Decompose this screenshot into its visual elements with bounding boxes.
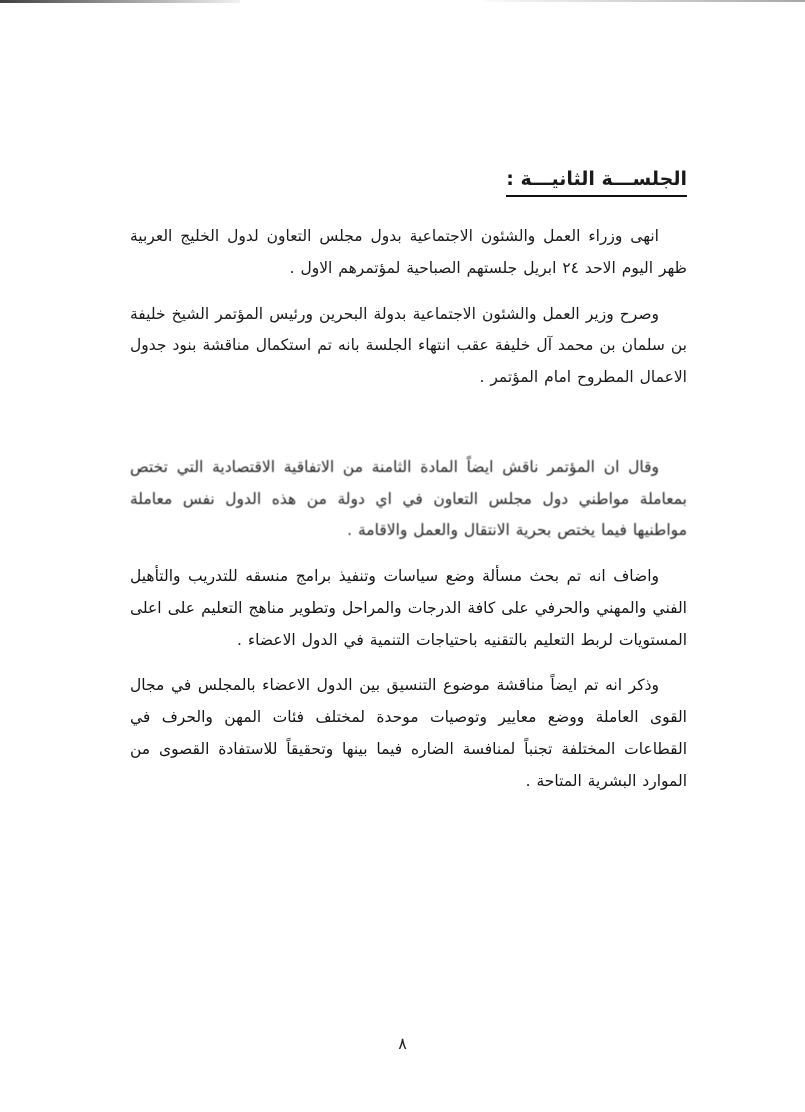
section-heading: الجلســـة الثانيـــة : <box>506 168 687 197</box>
page-number: ٨ <box>398 1034 407 1053</box>
paragraph-5: وذكر انه تم ايضاً مناقشة موضوع التنسيق بين الدول الاعضاء بالمجلس في مجال القوى العاملة ووضع معايير وتوصيات موحدة لمختلف فئات المهن والحرف في القطاعات المختلفة تجنباً لمنافسة الضاره فيما بينها وتحقيقاً للاستفادة القصوى من الموارد البشرية المتاحة . <box>130 676 687 790</box>
paragraph-1: انهى وزراء العمل والشئون الاجتماعية بدول مجلس التعاون لدول الخليج العربية ظهر اليوم الاحد ٢٤ ابريل جلستهم الصباحية لمؤتمرهم الاول . <box>130 227 687 277</box>
paragraph-2: وصرح وزير العمل والشئون الاجتماعية بدولة البحرين ورئيس المؤتمر الشيخ خليفة بن سلمان بن محمد آل خليفة عقب انتهاء الجلسة بانه تم استكمال مناقشة بنود جدول الاعمال المطروح امام المؤتمر . <box>130 304 687 387</box>
paragraph-4: واضاف انه تم بحث مسألة وضع سياسات وتنفيذ برامج منسقه للتدريب والتأهيل الفني والمهني والحرفي على كافة الدرجات والمراحل وتطوير مناهج التعليم على اعلى المستويات لربط التعليم بالتقنيه باحتياجات التنمية في الدول الاعضاء . <box>130 567 687 649</box>
scan-artifact <box>485 0 805 2</box>
document-body <box>130 168 687 811</box>
scan-artifact <box>0 0 240 3</box>
paragraph-3: وقال ان المؤتمر ناقش ايضاً المادة الثامنة من الاتفاقية الاقتصادية التي تختص بمعاملة مواطني دول مجلس التعاون في اي دولة من هذه الدول نفس معاملة مواطنيها فيما يختص بحرية الانتقال والعمل والاقامة . <box>130 457 687 540</box>
